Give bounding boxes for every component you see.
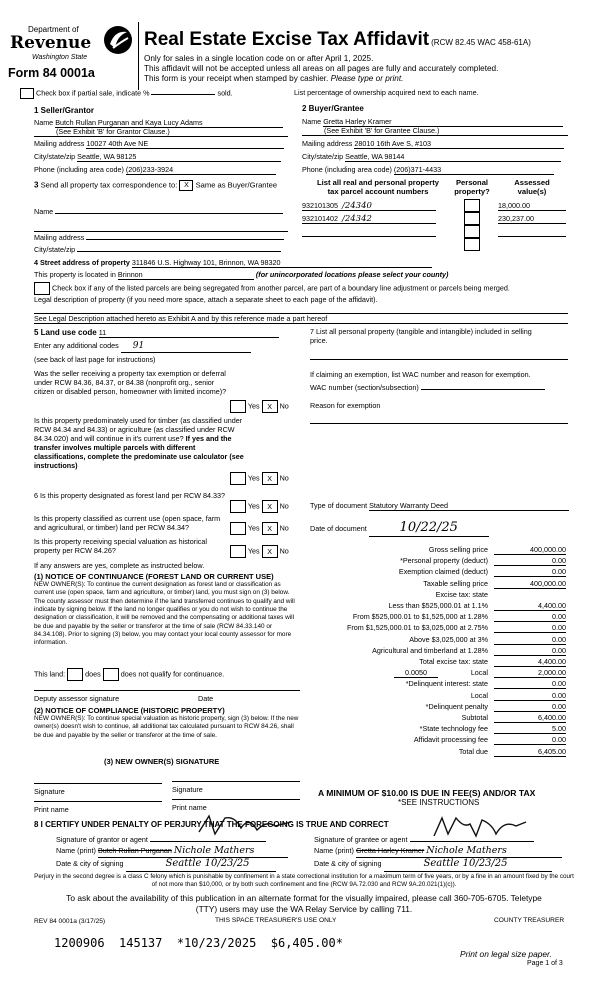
calc-label: Affidavit processing fee (413, 735, 488, 745)
calc-value[interactable]: 0.00 (494, 735, 566, 745)
parcels-header-2 (450, 178, 494, 197)
doc-type-label: Type of document (310, 501, 368, 510)
calc-value[interactable]: 0.00 (494, 646, 566, 656)
calc-row (300, 579, 566, 590)
segregated-label: Check box if any of the listed parcels are being segregated from another parcel, are part of a boundary line adjustment or parcels being merged. (52, 283, 510, 293)
form-title: Real Estate Excise Tax Affidavit (144, 29, 430, 50)
grantee-printed-name: Gretta Harley Kramer (355, 846, 425, 855)
grantor-handwritten-name: Nichole Mathers (173, 845, 255, 856)
section4-address-row (34, 258, 568, 268)
q-exemption-no-checkbox[interactable]: X (262, 400, 278, 413)
section3-row (34, 180, 277, 191)
grantor-signature-field[interactable] (150, 832, 266, 842)
reason-label: Reason for exemption (310, 401, 381, 410)
doc-type-row (310, 501, 569, 511)
calc-label: *Delinquent penalty (425, 701, 488, 711)
buyer-city-label: City/state/zip (302, 152, 344, 161)
perjury-text: Perjury in the second degree is a class C felony which is punishable by confinement in a state correctional institution for a maximum term of five years, or by a fine in an amount fixed by the court of not more than $10,000, or by both such confinement and fine (RCW 9A.72.030 and RCW 9A.20.021(1)(c)). (34, 873, 574, 889)
calc-value[interactable]: 0.00 (494, 567, 566, 577)
calc-label: From $1,525,000.01 to $3,025,000 at 2.75% (346, 623, 488, 633)
q-historic-answers (230, 545, 289, 558)
section3-name-row (34, 204, 288, 216)
personal-property-checkbox[interactable] (464, 238, 480, 251)
q-current-use-text: Is this property classified as current use (open space, farm and agricultural, or timber) land per RCW 84.34? (34, 514, 221, 532)
parcel-assessed-value[interactable]: 230,237.00 (498, 214, 566, 224)
buyer-heading: 2 Buyer/Grantee (302, 104, 364, 113)
calc-label: *Personal property (deduct) (400, 556, 488, 566)
buyer-name[interactable]: Gretta Harley Kramer (323, 117, 563, 127)
calc-row (300, 646, 566, 657)
calc-label: Agricultural and timberland at 1.28% (372, 645, 488, 655)
dor-logo (8, 22, 133, 62)
notice1-body: NEW OWNER(S): To continue the current designation as forest land or classification as current use (open space, farm and agriculture, or timber) land, you must sign on (3) below. The county assessor must then determine if the land transferred continues to qualify and will indicate by signing below. If the land no longer qualifies or you do not wish to continue the designation or classification, it will be removed and the compensating or additional taxes will be due and payable by the seller or transferor at the time of sale (RCW 84.33.140 or 84.34.108). Prior to signing (3) below, you may contact your local county assessor for more information. (34, 581, 295, 647)
calc-value[interactable]: 400,000.00 (494, 579, 566, 589)
buyer-phone-row (302, 165, 568, 175)
calc-row (300, 612, 566, 623)
buyer-mail-label: Mailing address (302, 139, 353, 148)
personal-property-field[interactable] (310, 350, 568, 360)
calc-value[interactable]: 4,400.00 (494, 657, 566, 667)
grantor-print-field[interactable] (98, 845, 288, 858)
owner-print-line-2[interactable] (172, 799, 300, 800)
seller-mail-label: Mailing address (34, 139, 85, 148)
page-number: Page 1 of 3 (527, 960, 563, 967)
no-label: No (279, 523, 289, 533)
parcel-account[interactable] (302, 201, 436, 211)
same-as-buyer-checkbox[interactable]: X (179, 180, 193, 191)
doc-date-row (310, 520, 489, 537)
calc-value[interactable]: 0.00 (494, 612, 566, 622)
calc-row (300, 556, 566, 567)
grantor-date-label: Date & city of signing (56, 859, 124, 868)
form-revision: REV 84 0001a (3/17/25) (34, 918, 106, 925)
buyer-phone[interactable]: (206)371-4433 (394, 165, 554, 175)
buyer-mail[interactable]: 28010 16th Ave S, #103 (354, 139, 564, 149)
seller-heading: 1 Seller/Grantor (34, 106, 95, 115)
q-timber-text-b: If yes and the transfer involves multiple parcels with different classifications, complete the predominate use calculator (see instructions) (34, 434, 244, 470)
q-historic-no-checkbox[interactable]: X (262, 545, 278, 558)
q-timber-yes-checkbox[interactable] (230, 472, 246, 485)
q-current-use-yes-checkbox[interactable] (230, 522, 246, 535)
section4-located-row (34, 270, 448, 280)
yes-label: Yes (247, 546, 260, 556)
calc-row (300, 747, 566, 758)
grantee-print-label: Name (print) (314, 846, 354, 855)
grantee-sig-label: Signature of grantee or agent (314, 835, 408, 844)
no-label: No (279, 473, 289, 483)
calc-value[interactable]: 0.00 (494, 691, 566, 701)
located-field[interactable]: Brinnon (118, 270, 254, 280)
grantor-sig-row (56, 832, 296, 844)
land-does-not-checkbox[interactable] (103, 668, 119, 681)
this-land-row (34, 668, 224, 681)
parcels-header-3 (498, 178, 566, 197)
grantee-date-city[interactable]: Seattle 10/23/25 (384, 858, 552, 872)
parcels-h1: List all real and personal property (317, 178, 439, 187)
calc-value[interactable]: 0.00 (494, 556, 566, 566)
seller-city-label: City/state/zip (34, 152, 76, 161)
wac-row (310, 380, 545, 392)
section3-city-row (34, 242, 288, 254)
cashier-stamp: 1200906 145137 *10/23/2025 $6,405.00* (54, 936, 343, 950)
parcels-h3: Assessed (514, 178, 550, 187)
addl-codes-row (34, 341, 251, 353)
form-title-row (144, 28, 531, 52)
q-forest-yes-checkbox[interactable] (230, 500, 246, 513)
q-forest-answers (230, 500, 289, 513)
parcel-assessed-value[interactable] (498, 227, 566, 237)
section3-number: 3 (34, 180, 39, 190)
parcel-row (302, 214, 568, 225)
segregated-checkbox[interactable] (34, 282, 50, 295)
partial-sale-field[interactable] (151, 94, 215, 95)
seller-name-label: Name (34, 118, 54, 127)
calc-label: Subtotal (461, 713, 488, 722)
uninc-note: (for unincorporated locations please select your county) (255, 270, 449, 279)
calc-label: Local (470, 668, 488, 678)
parcel-account-number: 932101402 (302, 214, 338, 223)
notice1-title: (1) NOTICE OF CONTINUANCE (FOREST LAND OR CURRENT USE) (34, 572, 274, 581)
calc-value[interactable]: 4,400.00 (494, 601, 566, 611)
notice2-body: NEW OWNER(S): To continue special valuation as historic property, sign (3) below. If the new owner(s) doesn't wish to continue, all additional tax calculated pursuant to RCW 84.26, shall be due and payable by the seller or transferor at the time of sale. (34, 715, 299, 739)
calc-label: Total due (458, 746, 488, 756)
grantee-signature-field[interactable] (410, 832, 534, 842)
segregated-row (34, 282, 574, 295)
header-note3a: This form is your receipt when stamped by cashier. (144, 74, 329, 83)
owner-signature-line-1[interactable] (34, 783, 162, 784)
signature-label-1: Signature (34, 787, 65, 796)
same-as-buyer-label: Same as Buyer/Grantee (195, 180, 278, 190)
calc-value[interactable]: 0.00 (494, 623, 566, 633)
buyer-city[interactable]: Seattle, WA 98144 (345, 152, 561, 162)
calc-row (300, 567, 566, 578)
header-note3b: Please type or print. (330, 74, 404, 83)
buyer-name2[interactable]: (See Exhibit 'B' for Grantee Clause.) (302, 126, 568, 136)
no-label: No (279, 546, 289, 556)
seller-city-row (34, 152, 288, 162)
buyer-city-row (302, 152, 568, 162)
grantee-date-label: Date & city of signing (314, 859, 382, 868)
this-land-label: This land: (34, 669, 66, 679)
calc-label: Local (470, 690, 488, 700)
parcels-h2: Personal (455, 178, 489, 187)
doc-date-label: Date of document (310, 524, 367, 533)
q-timber-text-a: Is this property predominately used for timber (as classified under RCW 84.34 and 84.33) or agriculture (as classified under RCW 84.34.020) and will continue in it's current use? (34, 416, 243, 443)
grantor-print-row (56, 845, 296, 858)
yes-label: Yes (247, 523, 260, 533)
calc-label: Gross selling price (428, 545, 488, 554)
seller-phone-row (34, 165, 288, 175)
parcels-header-1 (310, 178, 446, 197)
parcels-h1b: tax parcel account numbers (327, 187, 429, 197)
land-does-checkbox[interactable] (67, 668, 83, 681)
q-forest-no-checkbox[interactable]: X (262, 500, 278, 513)
legal-desc-value[interactable]: See Legal Description attached hereto as Exhibit A and by this reference made a part hereof (34, 314, 568, 324)
personal-property-checkbox[interactable] (464, 199, 480, 212)
deputy-signature-line[interactable] (34, 690, 300, 691)
notice2-title: (2) NOTICE OF COMPLIANCE (HISTORIC PROPERTY) (34, 706, 225, 715)
minimum-due: A MINIMUM OF $10.00 IS DUE IN FEE(S) AND/OR TAX (318, 788, 536, 798)
parcels-h2b: property? (454, 187, 490, 197)
seller-city[interactable]: Seattle, WA 98125 (77, 152, 281, 162)
parcel-account[interactable] (302, 214, 436, 224)
see-back: (see back of last page for instructions) (34, 355, 156, 364)
partial-sale-label: Check box if partial sale, indicate % (36, 88, 150, 98)
q-historic-yes-checkbox[interactable] (230, 545, 246, 558)
deputy-date-label: Date (198, 694, 214, 703)
owner-signature-line-2[interactable] (172, 781, 300, 782)
doc-type[interactable]: Statutory Warranty Deed (369, 501, 569, 511)
perjury-statement (34, 873, 574, 889)
parcel-account-handwritten: /24340 (341, 201, 372, 211)
parcel-row (302, 240, 568, 251)
personal-property-checkbox[interactable] (464, 212, 480, 225)
calc-value[interactable]: 2,000.00 (494, 668, 566, 678)
calc-label: Exemption claimed (deduct) (398, 567, 488, 577)
calc-row (300, 724, 566, 735)
calc-label: *Delinquent interest: state (405, 679, 488, 689)
yes-label: Yes (247, 401, 260, 411)
alt-format-2: (TTY) users may use the WA Relay Service by calling 711. (195, 904, 413, 914)
partial-sale-row (20, 88, 233, 99)
section7-label: 7 List all personal property (tangible and intangible) included in selling price. (310, 327, 532, 345)
grantor-sig-label: Signature of grantor or agent (56, 835, 148, 844)
section3-city-field[interactable] (77, 242, 281, 252)
form-number: Form 84 0001a (8, 66, 95, 80)
calc-label: Total excise tax: state (419, 657, 488, 666)
legal-desc-label: Legal description of property (if you need more space, attach a separate sheet to each page of the affidavit). (34, 295, 378, 304)
located-label: This property is located in (34, 270, 116, 279)
calc-value[interactable]: 400,000.00 (494, 545, 566, 555)
calc-row (300, 657, 566, 668)
land-use-code[interactable]: 11 (99, 328, 279, 338)
calc-label: Excise tax: state (435, 589, 488, 599)
parcel-account[interactable] (302, 227, 436, 237)
grantor-printed-name: Butch Rullan Purganan (97, 846, 172, 855)
dept-line2: Revenue (10, 33, 92, 53)
calc-row (300, 635, 566, 646)
q-forest-text (34, 491, 230, 500)
section3-name-label: Name (34, 207, 54, 216)
signature-label-2: Signature (172, 785, 203, 794)
calc-row (300, 545, 566, 556)
no-label: No (279, 401, 289, 411)
dept-line1: Department of (28, 25, 79, 34)
treasurer-use-only: THIS SPACE TREASURER'S USE ONLY (215, 917, 337, 924)
q-timber-text (34, 416, 244, 470)
wac-label: WAC number (section/subsection) (310, 383, 419, 392)
section4-label: 4 Street address of property (34, 258, 130, 267)
calc-value[interactable]: 0.00 (494, 635, 566, 645)
buyer-phone-label: Phone (including area code) (302, 165, 392, 174)
calc-row (300, 623, 566, 634)
q-current-use-answers (230, 522, 289, 535)
section8-heading: 8 I CERTIFY UNDER PENALTY OF PERJURY THAT THE FOREGOING IS TRUE AND CORRECT (34, 820, 389, 829)
seller-phone-label: Phone (including area code) (34, 165, 124, 174)
parcel-assessed-value[interactable]: 18,000.00 (498, 201, 566, 211)
grantor-date-row (56, 858, 296, 872)
owner-print-line-1[interactable] (34, 801, 162, 802)
q-timber-answers (230, 472, 289, 485)
partial-sale-checkbox[interactable] (20, 88, 34, 99)
yes-label: Yes (247, 473, 260, 483)
county-treasurer: COUNTY TREASURER (494, 917, 565, 924)
section3-mail-row (34, 230, 288, 242)
q-timber-no-checkbox[interactable]: X (262, 472, 278, 485)
q-exemption-text: Was the seller receiving a property tax exemption or deferral under RCW 84.36, 84.37, or 84.38 (nonprofit org., senior citizen or disabled person, homeowner with limited income)? (34, 369, 227, 396)
grantee-handwritten-name: Nichole Mathers (426, 845, 507, 856)
q-exemption-answers (230, 400, 289, 413)
seller-mail-row (34, 139, 288, 149)
seller-mail[interactable]: 10027 40th Ave NE (86, 139, 284, 149)
no-label: No (279, 501, 289, 511)
sold-label: sold. (217, 88, 233, 98)
parcel-account-handwritten: /24342 (341, 214, 372, 224)
see-instructions: *SEE INSTRUCTIONS (398, 798, 480, 807)
parcels-h3b: value(s) (517, 187, 547, 197)
q-forest-label: 6 Is this property designated as forest land per RCW 84.33? (34, 491, 225, 500)
calc-row (300, 691, 566, 702)
parcel-row (302, 201, 568, 212)
buyer-mail-row (302, 139, 568, 149)
calc-row (300, 713, 566, 724)
notice3-title: (3) NEW OWNER(S) SIGNATURE (104, 757, 220, 766)
print-name-label-1: Print name (34, 805, 69, 814)
q-current-use-no-checkbox[interactable]: X (262, 522, 278, 535)
calc-label: Less than $525,000.01 at 1.1% (388, 601, 488, 610)
grantee-date-row (314, 858, 570, 872)
calc-row (300, 668, 566, 679)
reason-field[interactable] (310, 414, 568, 424)
calc-local-rate[interactable]: 0.0050 (394, 668, 438, 678)
calc-value[interactable]: 0.00 (494, 702, 566, 712)
q-historic-text: Is this property receiving special valuation as historical property per RCW 84.26? (34, 537, 207, 555)
calc-value[interactable]: 6,405.00 (494, 747, 566, 757)
calc-row (300, 590, 566, 601)
section3-mail-field[interactable] (86, 230, 284, 240)
calc-value[interactable]: 6,400.00 (494, 713, 566, 723)
calc-row (300, 702, 566, 713)
calc-value[interactable]: 0.00 (494, 679, 566, 689)
calc-label: Above $3,025,000 at 3% (409, 634, 488, 644)
grantee-print-row (314, 845, 570, 858)
yes-label: Yes (247, 501, 260, 511)
calc-value[interactable]: 5.00 (494, 724, 566, 734)
exemption-label: If claiming an exemption, list WAC number and reason for exemption. (310, 370, 531, 379)
parcel-account-number: 932101305 (302, 201, 338, 210)
calc-label: From $525,000.01 to $1,525,000 at 1.28% (352, 612, 488, 622)
legal-size-note: Print on legal size paper. (460, 949, 552, 959)
seller-name2[interactable]: (See Exhibit 'B' for Grantor Clause.) (34, 127, 288, 137)
section5-label: 5 Land use code (34, 328, 97, 337)
doc-date[interactable]: 10/22/25 (369, 520, 489, 537)
grantor-print-label: Name (print) (56, 846, 96, 855)
alt-format-1: To ask about the availability of this publication in an alternate format for the visually impaired, please call 360-705-6705. Teletype (66, 893, 542, 903)
calc-row (300, 679, 566, 690)
land-use-row (34, 328, 279, 338)
calc-label: *State technology fee (419, 724, 488, 734)
calc-row (300, 601, 566, 612)
dor-swoosh-icon (103, 24, 133, 56)
addl-codes[interactable]: 91 (121, 341, 251, 353)
header-note2: This affidavit will not be accepted unless all areas on all pages are fully and accurately completed. (144, 64, 499, 73)
addl-codes-label: Enter any additional codes (34, 341, 119, 350)
grantor-date-city[interactable]: Seattle 10/23/25 (126, 858, 276, 872)
if-any-yes: If any answers are yes, complete as instructed below. (34, 561, 205, 570)
calc-label: Taxable selling price (423, 578, 488, 588)
section3-text: Send all property tax correspondence to: (40, 180, 178, 190)
grantee-sig-row (314, 832, 570, 844)
legal-desc-field[interactable] (34, 304, 568, 314)
form-rcw: (RCW 82.45 WAC 458-61A) (431, 38, 531, 47)
property-address[interactable]: 311846 U.S. Highway 101, Brinnon, WA 98320 (132, 258, 432, 268)
does-label: does (85, 669, 101, 679)
parcel-row (302, 227, 568, 238)
seller-name[interactable]: Butch Rullan Purganan and Kaya Lucy Adams (55, 118, 283, 128)
section3-mail-label: Mailing address (34, 233, 85, 242)
section3-city-label: City/state/zip (34, 245, 76, 254)
deputy-signature-label: Deputy assessor signature (34, 694, 120, 703)
buyer-name-label: Name (302, 117, 322, 126)
grantee-print-field[interactable] (356, 845, 562, 858)
calc-row (300, 735, 566, 746)
header-note3 (144, 74, 403, 84)
personal-property-checkbox[interactable] (464, 225, 480, 238)
dept-line3: Washington State (32, 54, 88, 61)
does-not-label: does not qualify for continuance. (120, 669, 225, 679)
header-divider (138, 22, 139, 90)
print-name-label-2: Print name (172, 803, 207, 812)
section3-name-field[interactable] (55, 204, 283, 214)
header-note1: Only for sales in a single location code on or after April 1, 2025. (144, 54, 374, 63)
seller-phone[interactable]: (206)233-3924 (126, 165, 276, 175)
list-percentage: List percentage of ownership acquired next to each name. (294, 88, 479, 97)
q-exemption-yes-checkbox[interactable] (230, 400, 246, 413)
wac-field[interactable] (421, 380, 545, 390)
